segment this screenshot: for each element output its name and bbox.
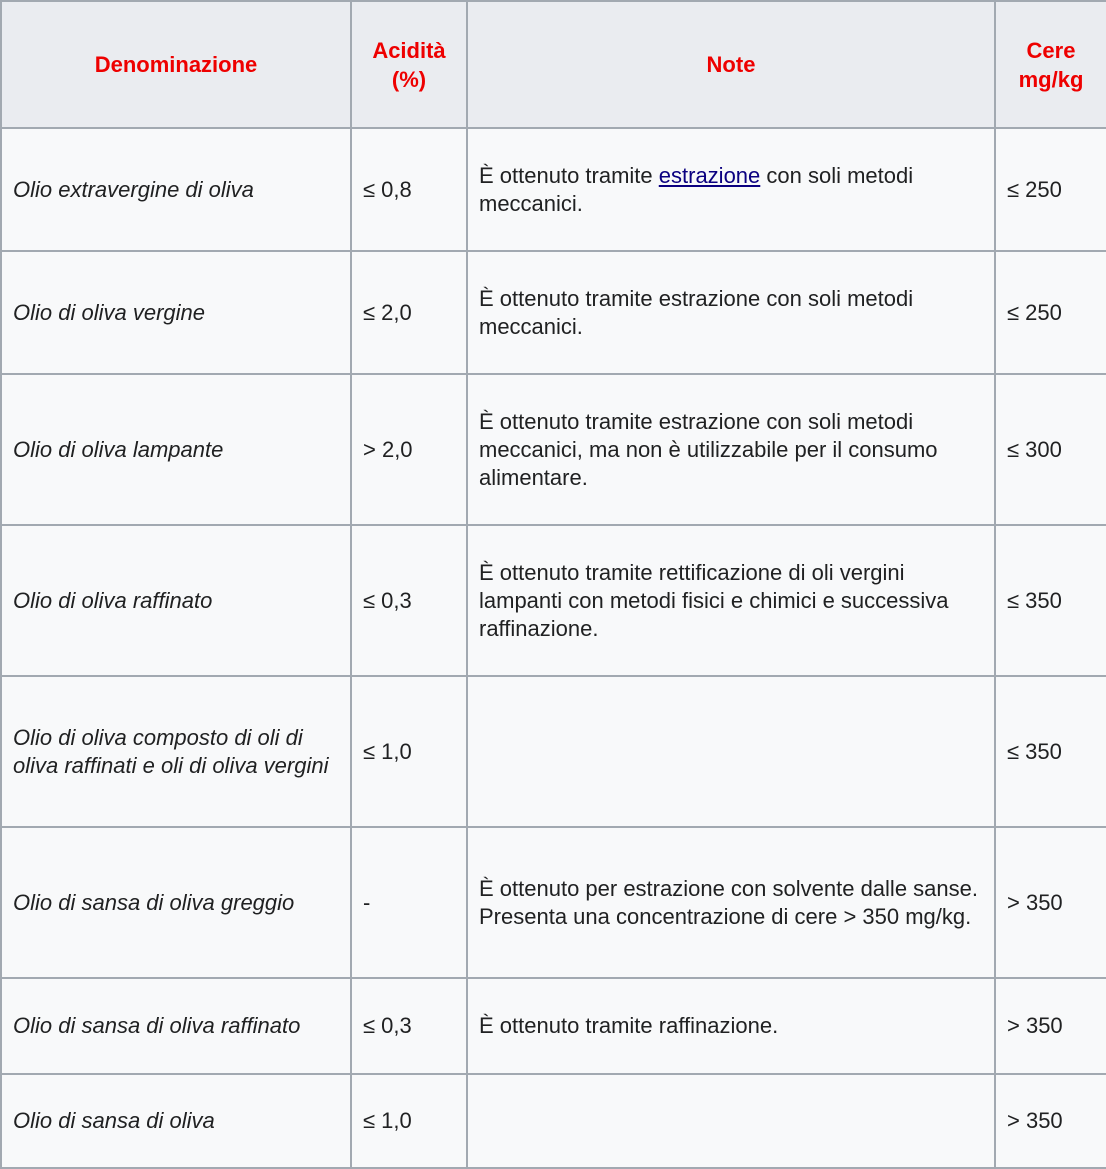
estrazione-link[interactable]: estrazione <box>658 162 761 188</box>
header-waxes-unit: mg/kg <box>1018 66 1084 92</box>
table-row <box>1 374 1106 525</box>
note-cell <box>467 676 995 827</box>
acidity-cell: ≤ 1,0 <box>351 1074 467 1168</box>
note-cell: È ottenuto tramite raffinazione. <box>467 978 995 1074</box>
waxes-cell: ≤ 350 <box>995 525 1106 676</box>
oil-name-cell: Olio di sansa di oliva raffinato <box>1 978 351 1074</box>
waxes-cell: > 350 <box>995 827 1106 978</box>
table-row <box>1 1074 1106 1168</box>
table-row <box>1 676 1106 827</box>
header-name-label: Denominazione <box>94 52 258 77</box>
header-acidity-unit: (%) <box>391 66 427 92</box>
acidity-cell: ≤ 0,3 <box>351 978 467 1074</box>
oil-name-cell: Olio di oliva vergine <box>1 251 351 374</box>
oil-name-cell: Olio di oliva lampante <box>1 374 351 525</box>
acidity-cell: ≤ 2,0 <box>351 251 467 374</box>
waxes-cell: ≤ 350 <box>995 676 1106 827</box>
note-cell <box>467 128 995 251</box>
header-waxes-label: Cere <box>1026 37 1076 63</box>
waxes-cell: ≤ 250 <box>995 251 1106 374</box>
note-cell: È ottenuto tramite estrazione con soli metodi meccanici. <box>467 251 995 374</box>
header-acidity <box>351 1 467 128</box>
table-header <box>1 1 1106 128</box>
waxes-cell: > 350 <box>995 1074 1106 1168</box>
oil-name-cell: Olio di sansa di oliva greggio <box>1 827 351 978</box>
note-text-after: con soli metodi meccanici. <box>479 162 914 216</box>
acidity-cell: ≤ 1,0 <box>351 676 467 827</box>
header-row <box>1 1 1106 128</box>
table-row <box>1 525 1106 676</box>
waxes-cell: ≤ 300 <box>995 374 1106 525</box>
note-cell: È ottenuto per estrazione con solvente dalle sanse. Presenta una concentrazione di cere > 350 mg/kg. <box>467 827 995 978</box>
note-cell: È ottenuto tramite rettificazione di oli vergini lampanti con metodi fisici e chimici e successiva raffinazione. <box>467 525 995 676</box>
waxes-cell: > 350 <box>995 978 1106 1074</box>
note-cell <box>467 1074 995 1168</box>
table-row <box>1 827 1106 978</box>
table-body <box>1 128 1106 1168</box>
oil-name-cell: Olio di oliva raffinato <box>1 525 351 676</box>
table-row <box>1 128 1106 251</box>
acidity-cell: ≤ 0,8 <box>351 128 467 251</box>
header-notes-label: Note <box>706 52 756 77</box>
header-waxes <box>995 1 1106 128</box>
oil-name-cell: Olio di oliva composto di oli di oliva raffinati e oli di oliva vergini <box>1 676 351 827</box>
acidity-cell: > 2,0 <box>351 374 467 525</box>
header-notes <box>467 1 995 128</box>
table-row <box>1 978 1106 1074</box>
header-acidity-label: Acidità <box>372 37 446 63</box>
oil-name-cell: Olio di sansa di oliva <box>1 1074 351 1168</box>
oil-name-cell: Olio extravergine di oliva <box>1 128 351 251</box>
acidity-cell: ≤ 0,3 <box>351 525 467 676</box>
note-text-before: È ottenuto tramite <box>479 162 659 188</box>
waxes-cell: ≤ 250 <box>995 128 1106 251</box>
note-cell: È ottenuto tramite estrazione con soli metodi meccanici, ma non è utilizzabile per il consumo alimentare. <box>467 374 995 525</box>
table-row <box>1 251 1106 374</box>
header-name <box>1 1 351 128</box>
acidity-cell: - <box>351 827 467 978</box>
